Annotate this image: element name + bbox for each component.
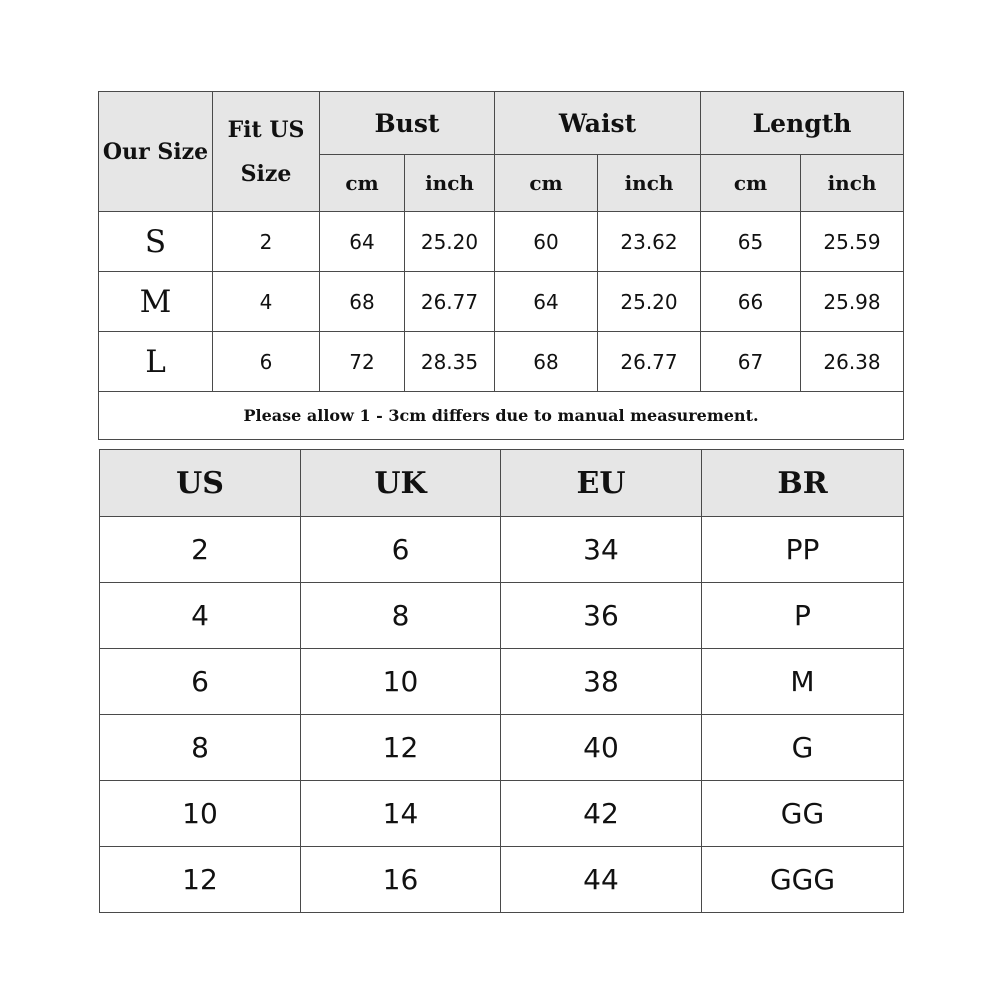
eu-header: EU (501, 450, 702, 517)
eu-value: 36 (501, 583, 702, 649)
fit-us-header-line2: Size (240, 160, 292, 187)
waist-cm-value: 68 (495, 332, 598, 392)
table-row (99, 212, 904, 272)
size-label: S (99, 212, 213, 272)
table-row (99, 332, 904, 392)
uk-value: 12 (301, 715, 501, 781)
length-header: Length (701, 92, 904, 155)
table-row (99, 272, 904, 332)
waist-cm-value: 64 (495, 272, 598, 332)
waist-inch-value: 23.62 (598, 212, 701, 272)
us-value: 2 (100, 517, 301, 583)
waist-inch-value: 25.20 (598, 272, 701, 332)
size-chart-table (98, 91, 904, 440)
us-value: 6 (100, 649, 301, 715)
table-row (100, 847, 904, 913)
table-row (100, 517, 904, 583)
size-label: L (99, 332, 213, 392)
us-value: 8 (100, 715, 301, 781)
length-inch-value: 25.59 (801, 212, 904, 272)
br-header: BR (702, 450, 904, 517)
bust-inch-value: 25.20 (405, 212, 495, 272)
measurement-note: Please allow 1 - 3cm differs due to manual measurement. (99, 392, 904, 440)
length-cm-value: 66 (701, 272, 801, 332)
us-value: 12 (100, 847, 301, 913)
br-value: GG (702, 781, 904, 847)
bust-inch-value: 26.77 (405, 272, 495, 332)
eu-value: 40 (501, 715, 702, 781)
size-label: M (99, 272, 213, 332)
uk-value: 8 (301, 583, 501, 649)
fit-us-header-line1: Fit US (227, 116, 305, 143)
waist-cm-header: cm (495, 155, 598, 212)
waist-inch-header: inch (598, 155, 701, 212)
eu-value: 38 (501, 649, 702, 715)
bust-inch-header: inch (405, 155, 495, 212)
length-inch-value: 26.38 (801, 332, 904, 392)
bust-cm-header: cm (320, 155, 405, 212)
bust-cm-value: 68 (320, 272, 405, 332)
waist-inch-value: 26.77 (598, 332, 701, 392)
uk-value: 14 (301, 781, 501, 847)
bust-cm-value: 64 (320, 212, 405, 272)
br-value: G (702, 715, 904, 781)
br-value: PP (702, 517, 904, 583)
bust-inch-value: 28.35 (405, 332, 495, 392)
uk-value: 10 (301, 649, 501, 715)
table-row (100, 649, 904, 715)
eu-value: 34 (501, 517, 702, 583)
fit-us-value: 6 (213, 332, 320, 392)
table-row (100, 583, 904, 649)
uk-value: 16 (301, 847, 501, 913)
waist-header: Waist (495, 92, 701, 155)
us-value: 4 (100, 583, 301, 649)
table-row (100, 715, 904, 781)
uk-header: UK (301, 450, 501, 517)
length-cm-value: 67 (701, 332, 801, 392)
length-cm-value: 65 (701, 212, 801, 272)
fit-us-value: 4 (213, 272, 320, 332)
eu-value: 44 (501, 847, 702, 913)
uk-value: 6 (301, 517, 501, 583)
length-inch-value: 25.98 (801, 272, 904, 332)
bust-header: Bust (320, 92, 495, 155)
br-value: P (702, 583, 904, 649)
fit-us-value: 2 (213, 212, 320, 272)
us-value: 10 (100, 781, 301, 847)
eu-value: 42 (501, 781, 702, 847)
fit-us-size-header (213, 92, 320, 212)
table-row (100, 781, 904, 847)
br-value: GGG (702, 847, 904, 913)
bust-cm-value: 72 (320, 332, 405, 392)
length-cm-header: cm (701, 155, 801, 212)
us-header: US (100, 450, 301, 517)
br-value: M (702, 649, 904, 715)
length-inch-header: inch (801, 155, 904, 212)
waist-cm-value: 60 (495, 212, 598, 272)
our-size-header: Our Size (99, 92, 213, 212)
size-conversion-table (99, 449, 904, 913)
